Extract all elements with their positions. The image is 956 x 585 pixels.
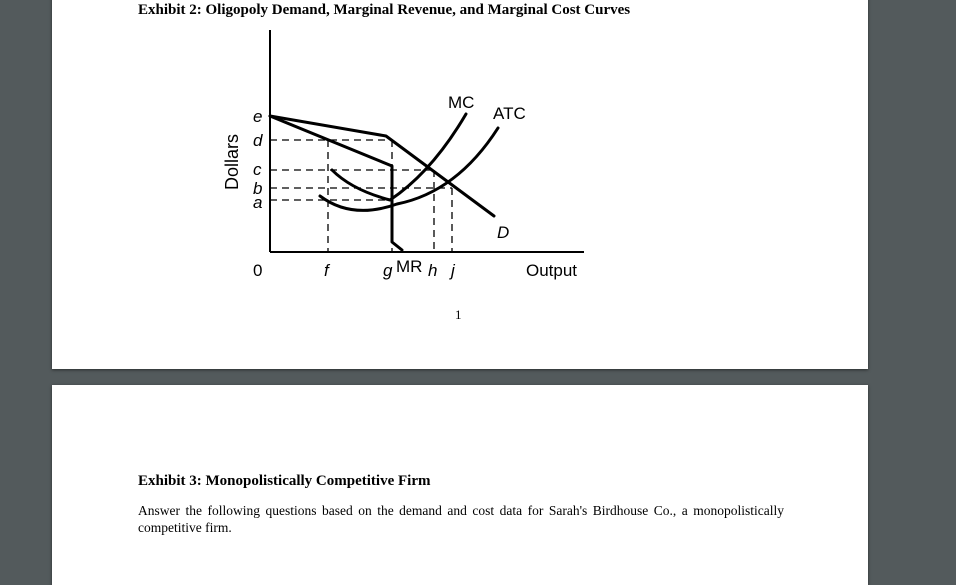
y-tick-e: e [253, 107, 263, 126]
x-tick-h: h [428, 261, 438, 280]
y-tick-b: b [253, 179, 263, 198]
demand-label: D [497, 223, 510, 242]
y-tick-d: d [253, 131, 263, 150]
x-axis-title: Output [526, 261, 578, 280]
exhibit-2-title: Exhibit 2: Oligopoly Demand, Marginal Revenue, and Marginal Cost Curves [138, 2, 631, 18]
mc-label: MC [448, 93, 475, 112]
x-tick-f: f [324, 261, 329, 280]
exhibit-3-paragraph: Answer the following questions based on the demand and cost data for Sarah's Birdhouse Co., a monopolistically competitive firm. [138, 503, 784, 535]
exhibit-3-title: Exhibit 3: Monopolistically Competitive Firm [138, 473, 431, 489]
x-tick-j: j [451, 261, 455, 280]
document-page-2 [52, 385, 868, 585]
marginal-cost-curve [332, 114, 466, 200]
atc-label: ATC [493, 104, 526, 123]
y-tick-a: a [253, 193, 263, 212]
page-number: 1 [455, 307, 462, 322]
y-axis-title: Dollars [222, 133, 242, 191]
x-tick-g: g [383, 261, 393, 280]
mr-label: MR [396, 257, 423, 276]
y-tick-c: c [253, 160, 262, 179]
document-page-1 [52, 0, 868, 369]
x-tick-origin: 0 [253, 261, 263, 280]
oligopoly-chart [152, 20, 602, 280]
